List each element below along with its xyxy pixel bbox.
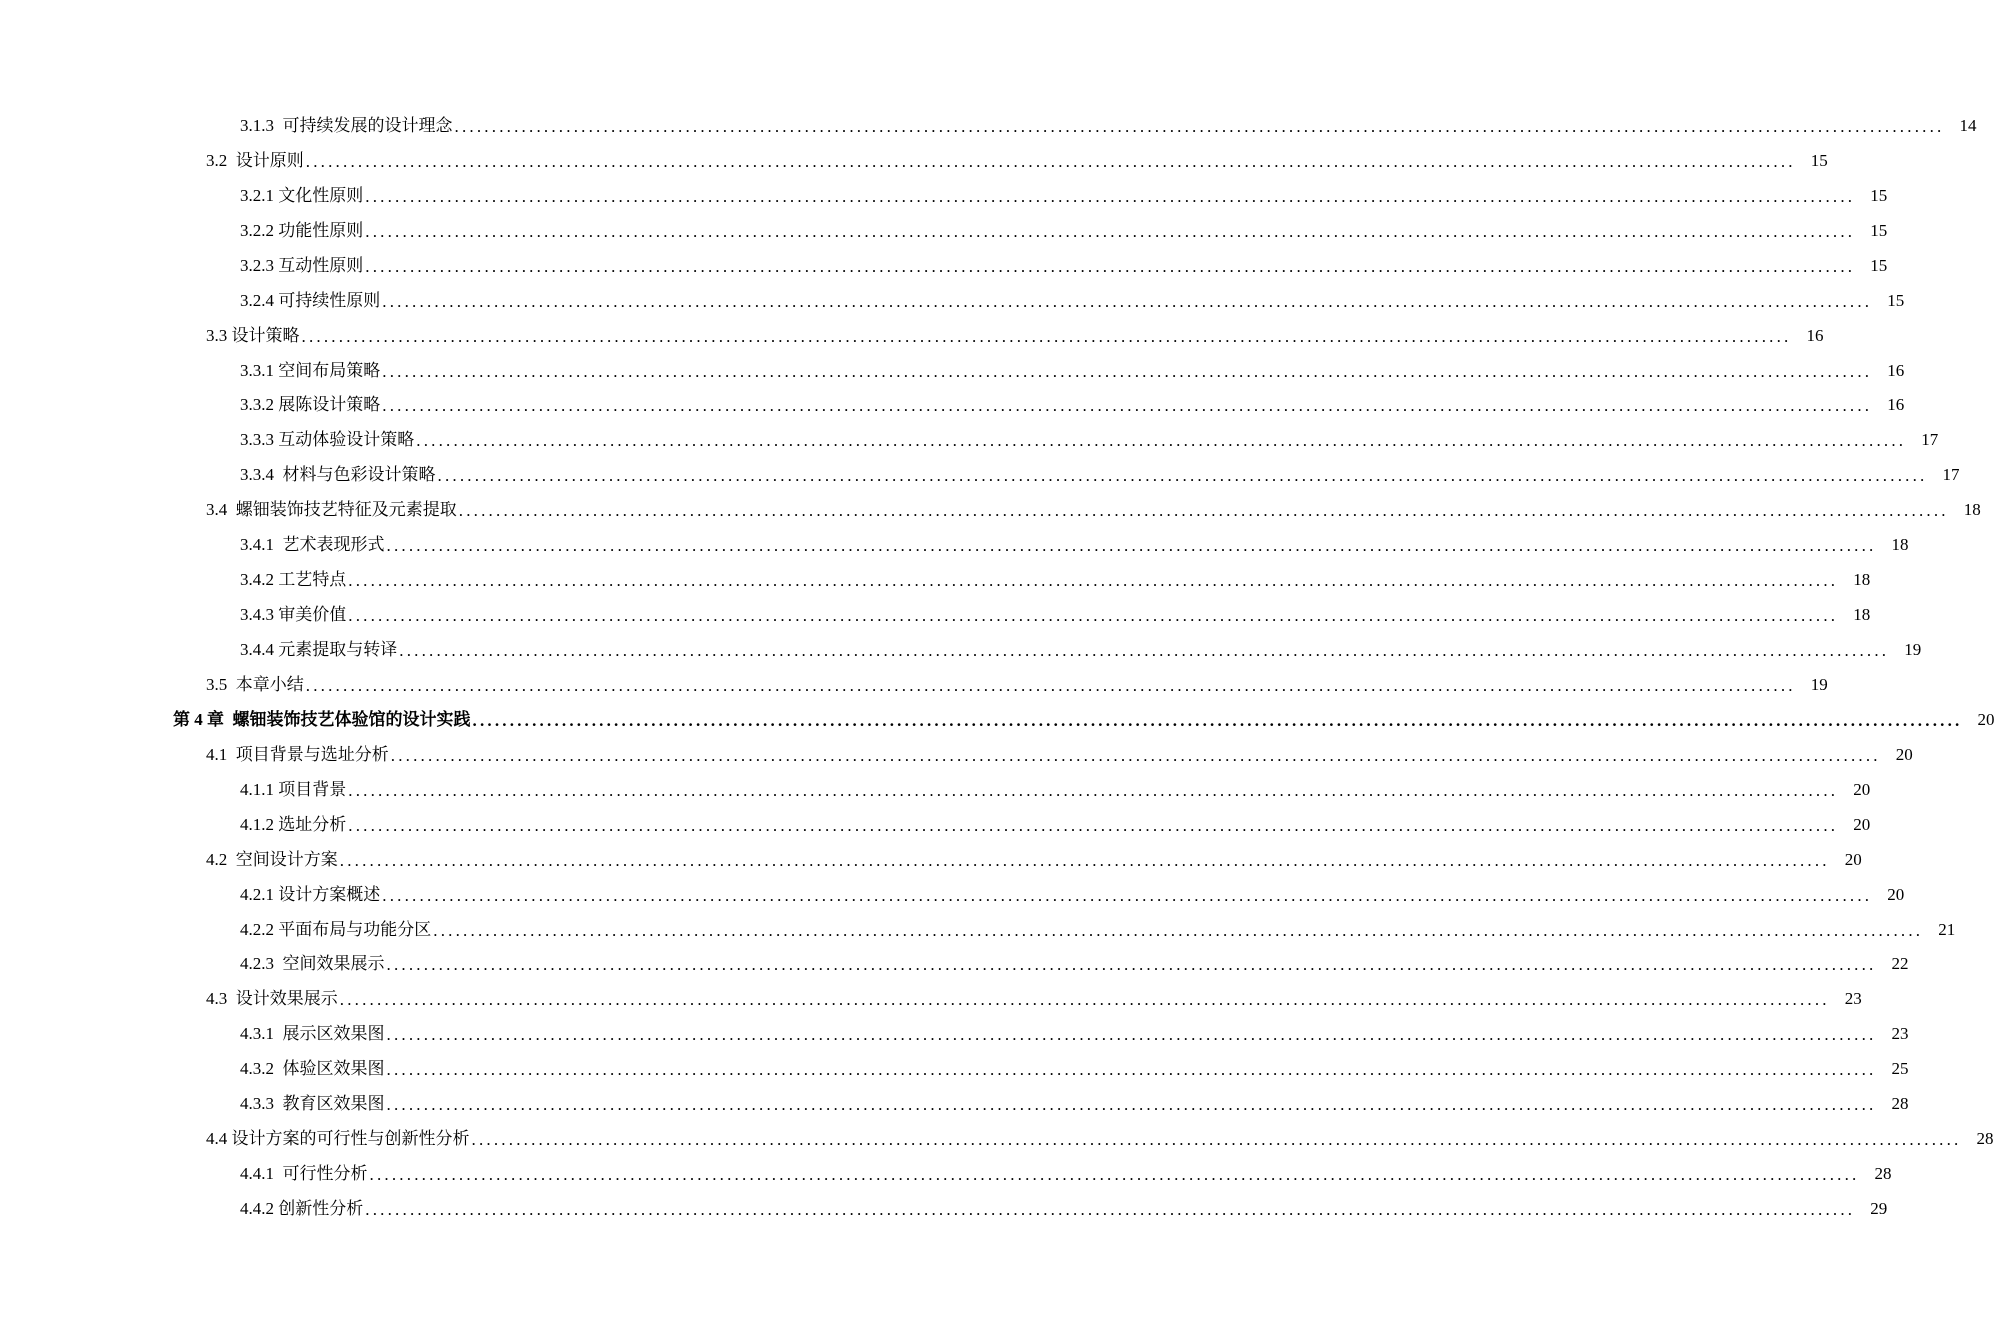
toc-entry-page-number: 21 — [1938, 919, 1956, 939]
toc-entry[interactable] — [0, 1016, 1909, 1051]
toc-leader-dots: ........................................................................................................................................................................................................ — [365, 186, 1856, 206]
toc-entry-title: 4.3.3 教育区效果图 — [240, 1094, 385, 1114]
toc-leader-dots: ........................................................................................................................................................................................................ — [339, 990, 1830, 1010]
toc-entry-page-number: 20 — [1887, 884, 1905, 904]
toc-leader-dots: ........................................................................................................................................................................................................ — [382, 361, 1873, 381]
toc-leader-dots: ........................................................................................................................................................................................................ — [369, 1165, 1860, 1185]
toc-entry[interactable] — [0, 527, 1909, 562]
toc-entry[interactable] — [0, 283, 1905, 318]
toc-entry-title: 4.3.1 展示区效果图 — [240, 1024, 385, 1044]
toc-entry[interactable] — [0, 248, 1888, 283]
toc-entry[interactable] — [0, 981, 1862, 1016]
toc-entry[interactable] — [0, 562, 1871, 597]
toc-entry-page-number: 28 — [1874, 1164, 1892, 1184]
toc-entry-page-number: 23 — [1891, 1024, 1909, 1044]
toc-entry-title: 4.3.2 体验区效果图 — [240, 1059, 385, 1079]
toc-entry-page-number: 28 — [1976, 1129, 1994, 1149]
toc-entry-page-number: 28 — [1891, 1094, 1909, 1114]
toc-leader-dots: ........................................................................................................................................................................................................ — [433, 920, 1924, 940]
toc-entry-title: 3.3.2 展陈设计策略 — [240, 395, 381, 415]
toc-entry-title: 4.4.1 可行性分析 — [240, 1164, 368, 1184]
toc-entry-title: 3.2.1 文化性原则 — [240, 185, 364, 205]
toc-entry[interactable] — [0, 422, 1939, 457]
toc-entry[interactable] — [0, 1121, 1994, 1156]
toc-entry-page-number: 17 — [1942, 465, 1960, 485]
toc-entry[interactable] — [0, 1051, 1909, 1086]
toc-entry[interactable] — [0, 772, 1871, 807]
toc-entry-title: 4.2 空间设计方案 — [206, 849, 338, 869]
toc-entry[interactable] — [0, 213, 1888, 248]
toc-leader-dots: ........................................................................................................................................................................................................ — [390, 745, 1881, 765]
toc-entry-page-number: 14 — [1959, 115, 1977, 135]
toc-entry-title: 3.3.4 材料与色彩设计策略 — [240, 465, 436, 485]
toc-entry-page-number: 20 — [1853, 779, 1871, 799]
toc-entry-page-number: 15 — [1870, 185, 1888, 205]
toc-leader-dots: ........................................................................................................................................................................................................ — [339, 850, 1830, 870]
toc-entry-page-number: 18 — [1853, 605, 1871, 625]
toc-leader-dots: ........................................................................................................................................................................................................ — [348, 571, 1839, 591]
toc-entry-page-number: 25 — [1891, 1059, 1909, 1079]
toc-entry-page-number: 19 — [1904, 640, 1922, 660]
toc-entry-page-number: 16 — [1806, 325, 1824, 345]
toc-entry[interactable] — [0, 807, 1871, 842]
toc-entry-page-number: 19 — [1810, 674, 1828, 694]
toc-entry-title: 3.1.3 可持续发展的设计理念 — [240, 115, 453, 135]
toc-entry-page-number: 20 — [1844, 849, 1862, 869]
toc-entry-page-number: 16 — [1887, 360, 1905, 380]
toc-entry[interactable] — [0, 1191, 1888, 1226]
toc-leader-dots: ........................................................................................................................................................................................................ — [471, 1130, 1962, 1150]
toc-entry-title: 4.2.2 平面布局与功能分区 — [240, 919, 432, 939]
toc-entry-title: 3.3.3 互动体验设计策略 — [240, 430, 415, 450]
toc-entry[interactable] — [0, 318, 1824, 353]
toc-leader-dots: ........................................................................................................................................................................................................ — [454, 116, 1945, 136]
toc-leader-dots: ........................................................................................................................................................................................................ — [386, 955, 1877, 975]
toc-entry[interactable] — [0, 457, 1960, 492]
toc-entry[interactable] — [0, 912, 1956, 947]
toc-entry[interactable] — [0, 143, 1828, 178]
toc-entry[interactable] — [0, 737, 1913, 772]
toc-leader-dots: ........................................................................................................................................................................................................ — [305, 151, 1796, 171]
toc-entry[interactable] — [0, 108, 1977, 143]
toc-entry-title: 3.4.1 艺术表现形式 — [240, 535, 385, 555]
toc-entry-page-number: 20 — [1977, 709, 1995, 729]
toc-entry[interactable] — [0, 842, 1862, 877]
toc-entry-title: 4.2.1 设计方案概述 — [240, 884, 381, 904]
toc-entry-title: 3.4.3 审美价值 — [240, 605, 347, 625]
toc-entry[interactable] — [0, 1086, 1909, 1121]
toc-entry-page-number: 15 — [1870, 255, 1888, 275]
toc-leader-dots: ........................................................................................................................................................................................................ — [399, 641, 1890, 661]
toc-entry-title: 3.4.2 工艺特点 — [240, 570, 347, 590]
toc-entry[interactable] — [0, 492, 1981, 527]
toc-entry-title: 3.4.4 元素提取与转译 — [240, 640, 398, 660]
toc-entry-title: 3.5 本章小结 — [206, 674, 304, 694]
toc-entry[interactable] — [0, 667, 1828, 702]
toc-leader-dots: ........................................................................................................................................................................................................ — [386, 1095, 1877, 1115]
toc-entry[interactable] — [0, 947, 1909, 982]
toc-entry[interactable] — [0, 597, 1871, 632]
toc-entry-page-number: 18 — [1963, 500, 1981, 520]
table-of-contents — [0, 108, 1995, 1226]
toc-entry-title: 4.4.2 创新性分析 — [240, 1199, 364, 1219]
toc-entry-page-number: 15 — [1810, 150, 1828, 170]
toc-entry-title: 3.2 设计原则 — [206, 150, 304, 170]
toc-leader-dots: ........................................................................................................................................................................................................ — [386, 1025, 1877, 1045]
toc-entry-page-number: 23 — [1844, 989, 1862, 1009]
toc-entry-title: 4.1.1 项目背景 — [240, 779, 347, 799]
toc-leader-dots: ........................................................................................................................................................................................................ — [365, 221, 1856, 241]
toc-entry-page-number: 16 — [1887, 395, 1905, 415]
toc-entry-title: 4.2.3 空间效果展示 — [240, 954, 385, 974]
toc-entry[interactable] — [0, 388, 1905, 423]
toc-entry-page-number: 17 — [1921, 430, 1939, 450]
toc-entry-page-number: 20 — [1853, 814, 1871, 834]
toc-entry-page-number: 15 — [1887, 290, 1905, 310]
toc-entry[interactable] — [0, 702, 1995, 737]
toc-entry-page-number: 18 — [1891, 535, 1909, 555]
toc-leader-dots: ........................................................................................................................................................................................................ — [348, 815, 1839, 835]
toc-entry-page-number: 18 — [1853, 570, 1871, 590]
toc-leader-dots: ........................................................................................................................................................................................................ — [365, 256, 1856, 276]
toc-leader-dots: ........................................................................................................................................................................................................ — [348, 780, 1839, 800]
toc-entry-title: 3.2.2 功能性原则 — [240, 220, 364, 240]
toc-entry-title: 4.4 设计方案的可行性与创新性分析 — [206, 1129, 470, 1149]
toc-entry-title: 3.3 设计策略 — [206, 325, 300, 345]
toc-entry[interactable] — [0, 1156, 1892, 1191]
toc-entry-title: 3.2.3 互动性原则 — [240, 255, 364, 275]
toc-entry-page-number: 15 — [1870, 220, 1888, 240]
toc-entry-title: 4.3 设计效果展示 — [206, 989, 338, 1009]
toc-leader-dots: ........................................................................................................................................................................................................ — [382, 291, 1873, 311]
toc-entry[interactable] — [0, 632, 1922, 667]
toc-leader-dots: ........................................................................................................................................................................................................ — [472, 710, 1963, 730]
toc-leader-dots: ........................................................................................................................................................................................................ — [458, 501, 1949, 521]
toc-leader-dots: ........................................................................................................................................................................................................ — [386, 1060, 1877, 1080]
toc-leader-dots: ........................................................................................................................................................................................................ — [365, 1200, 1856, 1220]
toc-leader-dots: ........................................................................................................................................................................................................ — [301, 326, 1792, 346]
toc-leader-dots: ........................................................................................................................................................................................................ — [382, 885, 1873, 905]
toc-entry[interactable] — [0, 353, 1905, 388]
toc-entry-title: 3.4 螺钿装饰技艺特征及元素提取 — [206, 500, 457, 520]
toc-entry-title: 3.2.4 可持续性原则 — [240, 290, 381, 310]
toc-leader-dots: ........................................................................................................................................................................................................ — [348, 606, 1839, 626]
toc-leader-dots: ........................................................................................................................................................................................................ — [305, 675, 1796, 695]
toc-leader-dots: ........................................................................................................................................................................................................ — [386, 536, 1877, 556]
toc-entry-title: 4.1 项目背景与选址分析 — [206, 744, 389, 764]
toc-entry-title: 3.3.1 空间布局策略 — [240, 360, 381, 380]
toc-entry-page-number: 29 — [1870, 1199, 1888, 1219]
toc-entry-title: 4.1.2 选址分析 — [240, 814, 347, 834]
toc-entry[interactable] — [0, 178, 1888, 213]
toc-entry[interactable] — [0, 877, 1905, 912]
toc-entry-page-number: 22 — [1891, 954, 1909, 974]
toc-leader-dots: ........................................................................................................................................................................................................ — [382, 396, 1873, 416]
toc-leader-dots: ........................................................................................................................................................................................................ — [416, 431, 1907, 451]
toc-leader-dots: ........................................................................................................................................................................................................ — [437, 466, 1928, 486]
toc-entry-page-number: 20 — [1895, 744, 1913, 764]
toc-entry-title: 第 4 章 螺钿装饰技艺体验馆的设计实践 — [173, 709, 471, 729]
